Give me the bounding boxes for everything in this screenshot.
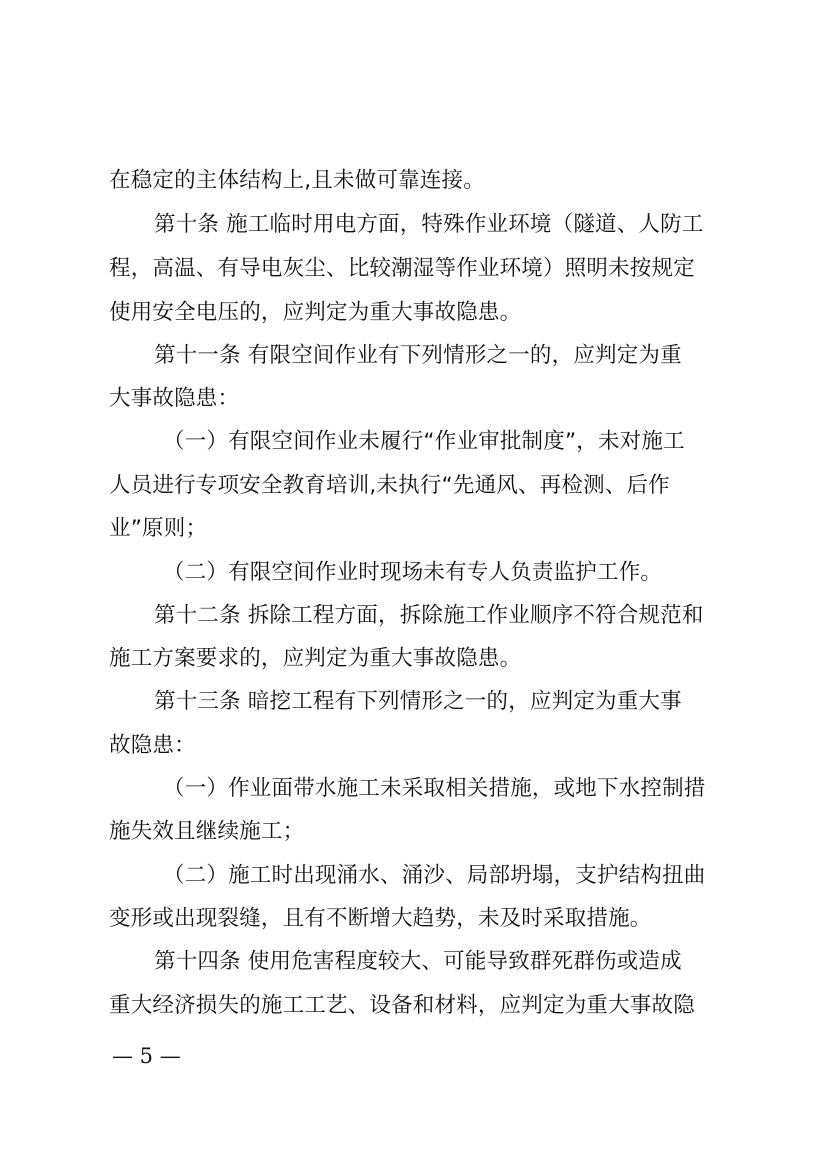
article-12-line-2: 施工方案要求的，应判定为重大事故隐患。 xyxy=(109,646,522,671)
article-13-line-2: 故隐患： xyxy=(109,733,196,758)
article-13-item-1-line-2: 施失效且继续施工； xyxy=(109,819,305,844)
article-14-line-2: 重大经济损失的施工工艺、设备和材料，应判定为重大事故隐 xyxy=(109,993,695,1018)
text-line-1: 在稳定的主体结构上,且未做可靠连接。 xyxy=(109,168,485,193)
article-11-line-2: 大事故隐患： xyxy=(109,386,240,411)
article-11-item-1-line-1: （一）有限空间作业未履行“作业审批制度”，未对施工 xyxy=(163,429,685,454)
article-11-item-2: （二）有限空间作业时现场未有专人负责监护工作。 xyxy=(163,560,663,585)
article-13-item-1-line-1: （一）作业面带水施工未采取相关措施，或地下水控制措 xyxy=(163,776,706,801)
article-11-item-1-line-2: 人员进行专项安全教育培训,未执行“先通风、再检测、后作 xyxy=(109,473,670,498)
article-10-line-2: 程，高温、有导电灰尘、比较潮湿等作业环境）照明未按规定 xyxy=(109,256,695,281)
article-13-item-2-line-2: 变形或出现裂缝，且有不断增大趋势，未及时采取措施。 xyxy=(109,906,652,931)
article-11-item-1-line-3: 业”原则； xyxy=(109,516,208,541)
article-10-line-1: 第十条 施工临时用电方面，特殊作业环境（隧道、人防工 xyxy=(154,212,704,237)
article-13-item-2-line-1: （二）施工时出现涌水、涌沙、局部坍塌，支护结构扭曲 xyxy=(163,863,706,888)
article-14-line-1: 第十四条 使用危害程度较大、可能导致群死群伤或造成 xyxy=(154,949,682,974)
article-10-line-3: 使用安全电压的，应判定为重大事故隐患。 xyxy=(109,300,522,325)
article-13-line-1: 第十三条 暗挖工程有下列情形之一的，应判定为重大事 xyxy=(154,689,682,714)
article-11-line-1: 第十一条 有限空间作业有下列情形之一的，应判定为重 xyxy=(154,343,682,368)
article-12-line-1: 第十二条 拆除工程方面，拆除施工作业顺序不符合规范和 xyxy=(154,603,704,628)
page-number: — 5 — xyxy=(112,1044,181,1068)
